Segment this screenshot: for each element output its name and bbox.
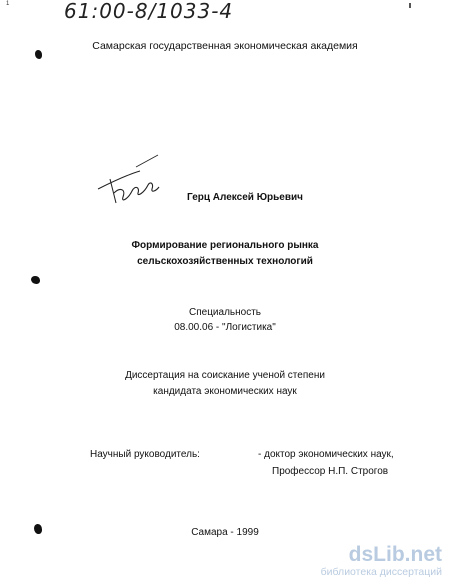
dissertation-title-line-1: Формирование регионального рынка — [131, 240, 319, 251]
page-number: 1 — [6, 1, 10, 7]
degree-line-2: кандидата экономических наук — [153, 386, 297, 397]
supervisor-name: Профессор Н.П. Строгов — [272, 466, 389, 477]
watermark-subtitle: библиотека диссертаций — [320, 566, 442, 578]
binder-hole-mark-middle — [31, 276, 40, 284]
supervisor-degree: - доктор экономических наук, — [258, 449, 394, 460]
institution-name: Самарская государственная экономическая академия — [92, 40, 358, 52]
dslib-watermark — [321, 544, 442, 578]
dissertation-title-line-2: сельскохозяйственных технологий — [137, 256, 313, 267]
scan-mark — [409, 3, 411, 8]
city-year: Самара - 1999 — [191, 527, 259, 538]
degree-line-1: Диссертация на соискание ученой степени — [125, 370, 325, 381]
binder-hole-mark-bottom — [34, 524, 42, 534]
author-signature — [96, 153, 166, 209]
archive-code-handwritten: 61:00-8/1033-4 — [64, 0, 234, 23]
supervisor-label: Научный руководитель: — [90, 449, 200, 460]
binder-hole-mark-top — [35, 50, 42, 59]
author-name: Герц Алексей Юрьевич — [187, 192, 303, 203]
watermark-logo: dsLib.net — [348, 543, 442, 566]
specialty-label: Специальность — [189, 307, 261, 318]
specialty-value: 08.00.06 - "Логистика" — [174, 322, 276, 333]
